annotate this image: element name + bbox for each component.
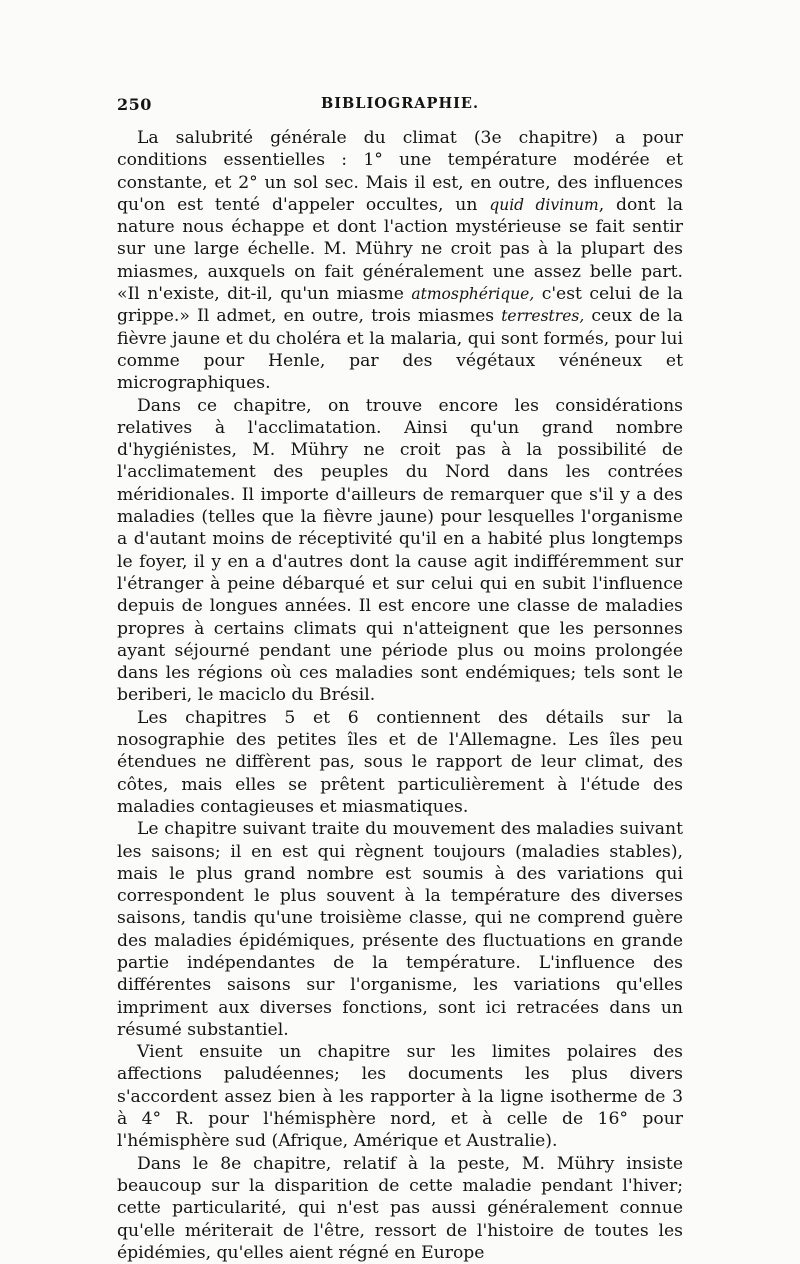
paragraph-1 xyxy=(117,127,683,395)
text-run: Le chapitre suivant traite du mouvement des maladies suivant les saisons; il en est qui règnent toujours (maladies stables), mais le plus grand nombre est soumis à des variations qui correspondent le plus souvent à la température des diverses saisons, tandis qu'une troisième classe, qui ne comprend guère des maladies épidémiques, présente des fluctuations en grande partie indépendantes de la température. L'influence des différentes saisons sur l'organisme, les variations qu'elles impriment aux diverses fonctions, sont ici retracées dans un résumé substantiel. xyxy=(117,819,683,1040)
body-text xyxy=(117,127,683,1264)
text-run: , dont la nature nous échappe et dont l'action mystérieuse se fait sentir sur une large échelle. M. Mühry ne croit pas à la plupart des miasmes, auxquels on fait généralement une assez belle part. «Il n'existe, dit-il, qu'un miasme xyxy=(117,194,683,305)
text-run: c'est celui de la grippe.» Il admet, en outre, trois miasmes xyxy=(117,284,683,327)
paragraph-2 xyxy=(117,395,683,707)
text-run: Dans ce chapitre, on trouve encore les considérations relatives à l'acclimatation. Ainsi qu'un grand nombre d'hygiénistes, M. Mühry ne croit pas à la possibilité de l'acclimatement des peuples du Nord dans les contrées méridionales. Il importe d'ailleurs de remarquer que s'il y a des maladies (telles que la fièvre jaune) pour lesquelles l'organisme a d'autant moins de réceptivité qu'il en a habité plus longtemps le foyer, il y en a d'autres dont la cause agit indifféremment sur l'étranger à peine débarqué et sur celui qui en subit l'influence depuis de longues années. Il est encore une classe de maladies propres à certains climats qui n'atteignent que les personnes ayant séjourné pendant une période plus ou moins prolongée dans les régions où ces maladies sont endémiques; tels sont le beriberi, le maciclo du Brésil. xyxy=(117,395,683,706)
text-run: Dans le 8e chapitre, relatif à la peste, M. Mühry insiste beaucoup sur la disparition de cette maladie pendant l'hiver; cette particularité, qui n'est pas aussi généralement connue qu'elle mériterait de l'être, ressort de l'histoire de toutes les épidémies, qu'elles aient régné en Europe xyxy=(117,1153,683,1263)
paragraph-3 xyxy=(117,707,683,818)
paragraph-6 xyxy=(117,1153,683,1264)
page-number: 250 xyxy=(117,95,152,114)
running-title: BIBLIOGRAPHIE. xyxy=(320,95,480,112)
italic-phrase: atmosphérique, xyxy=(411,285,535,304)
italic-phrase: quid divinum xyxy=(489,195,599,214)
text-run: ceux de la fièvre jaune et du choléra et la malaria, qui sont formés, pour lui comme pour Henle, par des végétaux vénéneux et micrographiques. xyxy=(117,306,683,394)
text-run: La salubrité générale du climat (3e chapitre) a pour conditions essentielles : 1° une température modérée et constante, et 2° un sol sec. Mais il est, en outre, des influences qu'on est tenté d'appeler occultes, un xyxy=(117,128,683,215)
book-page xyxy=(117,95,683,1264)
running-head xyxy=(117,95,683,121)
text-run: Les chapitres 5 et 6 contiennent des détails sur la nosographie des petites îles et de l'Allemagne. Les îles peu étendues ne diffèrent pas, sous le rapport de leur climat, des côtes, mais elles se prêtent particulièrement à l'étude des maladies contagieuses et miasmatiques. xyxy=(117,707,683,817)
paragraph-4 xyxy=(117,818,683,1041)
paragraph-5 xyxy=(117,1041,683,1152)
italic-phrase: terrestres, xyxy=(501,307,585,326)
text-run: Vient ensuite un chapitre sur les limites polaires des affections paludéennes; les documents les plus divers s'accordent assez bien à les rapporter à la ligne isotherme de 3 à 4° R. pour l'hémisphère nord, et à celle de 16° pour l'hémisphère sud (Afrique, Amérique et Australie). xyxy=(117,1042,683,1152)
